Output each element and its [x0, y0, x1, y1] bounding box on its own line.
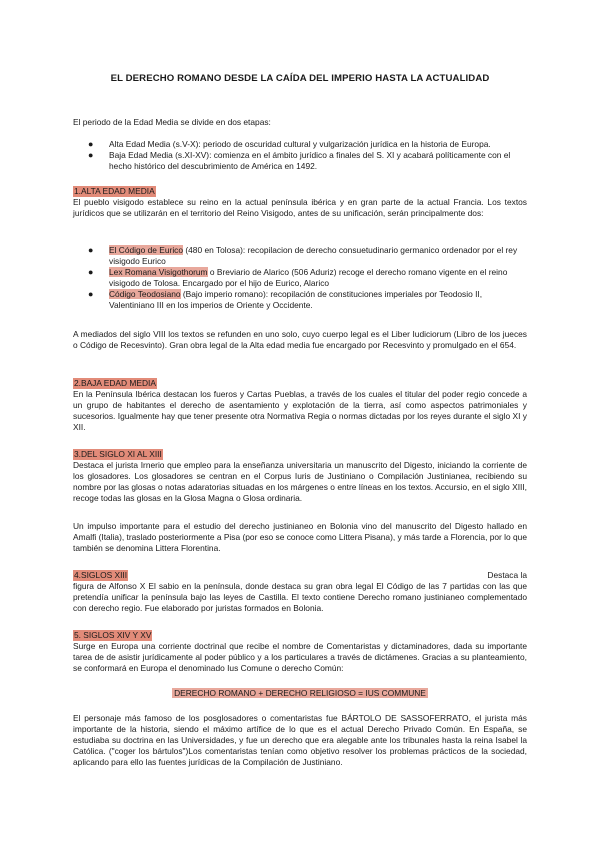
texto-name-highlight: Código Teodosiano [109, 289, 181, 299]
section-paragraph: Un impulso importante para el estudio del derecho justinianeo en Bolonia vino del manuscrito del Digesto hallado en Amalfi (Italia), traslado posteriormente a Pisa (por eso se conoce como Littera Pisana), y más tarde a Florencia, por lo que también se denomina Littera Florentina. [73, 521, 527, 553]
heading-lead-text: Destaca la [487, 570, 527, 580]
section-siglos-xiv-xv [73, 630, 527, 674]
texto-name-highlight: El Código de Eurico [109, 245, 184, 255]
section-heading: 3.DEL SIGLO XI AL XIII [74, 449, 162, 459]
bullet-icon: ● [88, 245, 94, 255]
textos-juridicos-list [73, 245, 527, 311]
bullet-icon: ● [88, 139, 94, 149]
section-paragraph: El personaje más famoso de los posglosadores o comentaristas fue BÁRTOLO DE SASSOFERRATO, el jurista más importante de la historia, siendo el máximo artífice de lo que es el actual Derecho Privado Común. En España, se estudiaba su doctrina en las Universidades, y fue un derecho que era alegable ante los tribunales hasta la reina Isabel la Católica. ("coger los bártulos")Los comentaristas tenían como objetivo resolver los problemas prácticos de la sociedad, aplicando para ello las fuentes jurídicas de la Compilación de Justiniano. [73, 713, 527, 767]
etapas-list [73, 139, 527, 172]
texto-item [73, 289, 527, 311]
etapa-text: Alta Edad Media (s.V-X): periodo de oscuridad cultural y vulgarización jurídica en la historia de Europa. [109, 139, 491, 149]
etapa-item [73, 139, 527, 150]
section-baja-edad-media [73, 378, 527, 433]
section-heading: 1.ALTA EDAD MEDIA [74, 186, 155, 196]
ius-commune-formula: DERECHO ROMANO + DERECHO RELIGIOSO = IUS COMMUNE [174, 688, 426, 698]
section-siglo-xi-xiii [73, 449, 527, 504]
document-title: EL DERECHO ROMANO DESDE LA CAÍDA DEL IMPERIO HASTA LA ACTUALIDAD [110, 73, 490, 84]
bullet-icon: ● [88, 267, 94, 277]
bullet-icon: ● [88, 150, 94, 160]
bartolo-paragraph [73, 713, 527, 768]
texto-item [73, 267, 527, 289]
texto-description: (Bajo imperio romano): recopilación de constituciones imperiales por Teodosio II, Valentiniano III en los imperios de Oriente y Occidente. [109, 289, 483, 310]
amalfi-paragraph [73, 521, 527, 554]
texto-description: o Breviario de Alarico (506 Aduriz) recoge el derecho romano vigente en el reino visigodo de Tolosa. Encargado por el hijo de Eurico, Alarico [109, 267, 508, 288]
liber-iudiciorum-paragraph [73, 329, 527, 351]
formula-line [73, 688, 527, 699]
intro-paragraph [73, 117, 527, 128]
section-siglos-xiii [73, 570, 527, 614]
section-paragraph: Surge en Europa una corriente doctrinal que recibe el nombre de Comentaristas y dictaminadores, dada su importante tarea de de asistir jurídicamente al poder público y a los particulares a través de dictámenes. Gracias a su planteamiento, se conformará en Europa el denominado Ius Comune o derecho Común: [73, 641, 527, 673]
section-paragraph: A mediados del siglo VIII los textos se refunden en uno solo, cuyo cuerpo legal es el Liber Iudiciorum (Libro de los jueces o Código de Recesvinto). Gran obra legal de la Alta edad media fue encargado por Recesvinto y promulgado en el 654. [73, 329, 527, 350]
texto-item [73, 245, 527, 267]
etapa-text: Baja Edad Media (s.XI-XV): comienza en el ámbito jurídico a finales del S. XI y acabará políticamente con el hecho histórico del descubrimiento de América en 1492. [109, 150, 511, 171]
bullet-icon: ● [88, 289, 94, 299]
section-heading-line [73, 570, 527, 581]
intro-text: El periodo de la Edad Media se divide en dos etapas: [73, 117, 271, 127]
section-paragraph: figura de Alfonso X El sabio en la península, donde destaca su gran obra legal El Código de las 7 partidas con las que pretendía unificar la península bajo las leyes de Castilla. El texto contiene Derecho romano justinianeo complementado con derecho regio. Fue elaborado por juristas formados en Bolonia. [73, 581, 527, 613]
section-heading: 2.BAJA EDAD MEDIA [74, 378, 156, 388]
section-heading: 5. SIGLOS XIV Y XV [74, 630, 152, 640]
section-alta-edad-media [73, 186, 527, 219]
section-paragraph: En la Península Ibérica destacan los fueros y Cartas Pueblas, a través de los cuales el titular del poder regio concede a un grupo de habitantes el derecho de asentamiento y explotación de la tierra, así como aspectos patrimoniales y sucesorios. Igualmente hay que tener presente otra Normativa Regia o normas dictadas por los reyes durante el siglo XI y XII. [73, 389, 527, 432]
section-paragraph: El pueblo visigodo establece su reino en la actual península ibérica y en gran parte de la actual Francia. Los textos jurídicos que se utilizarán en el territorio del Reino Visigodo, antes de su unificación, serán principalmente dos: [73, 197, 527, 218]
etapa-item [73, 150, 527, 172]
texto-description: (480 en Tolosa): recopilacion de derecho consuetudinario germanico ordenador por el rey visigodo Eurico [109, 245, 518, 266]
section-heading: 4.SIGLOS XIII [74, 570, 128, 580]
section-paragraph: Destaca el jurista Irnerio que empleo para la enseñanza universitaria un manuscrito del Digesto, iniciando la corriente de los glosadores. Los glosadores se centran en el Corpus Iuris de Justiniano o Compilación Justinianea, recibiendo su nombre por las glosas o notas adaratorias situadas en los márgenes o entre líneas en los textos. Accursio, en el siglo XIII, recoge todas las glosas en la Glosa Magna o Glosa ordinaria. [73, 460, 527, 503]
texto-name-highlight: Lex Romana Visigothorum [109, 267, 208, 277]
